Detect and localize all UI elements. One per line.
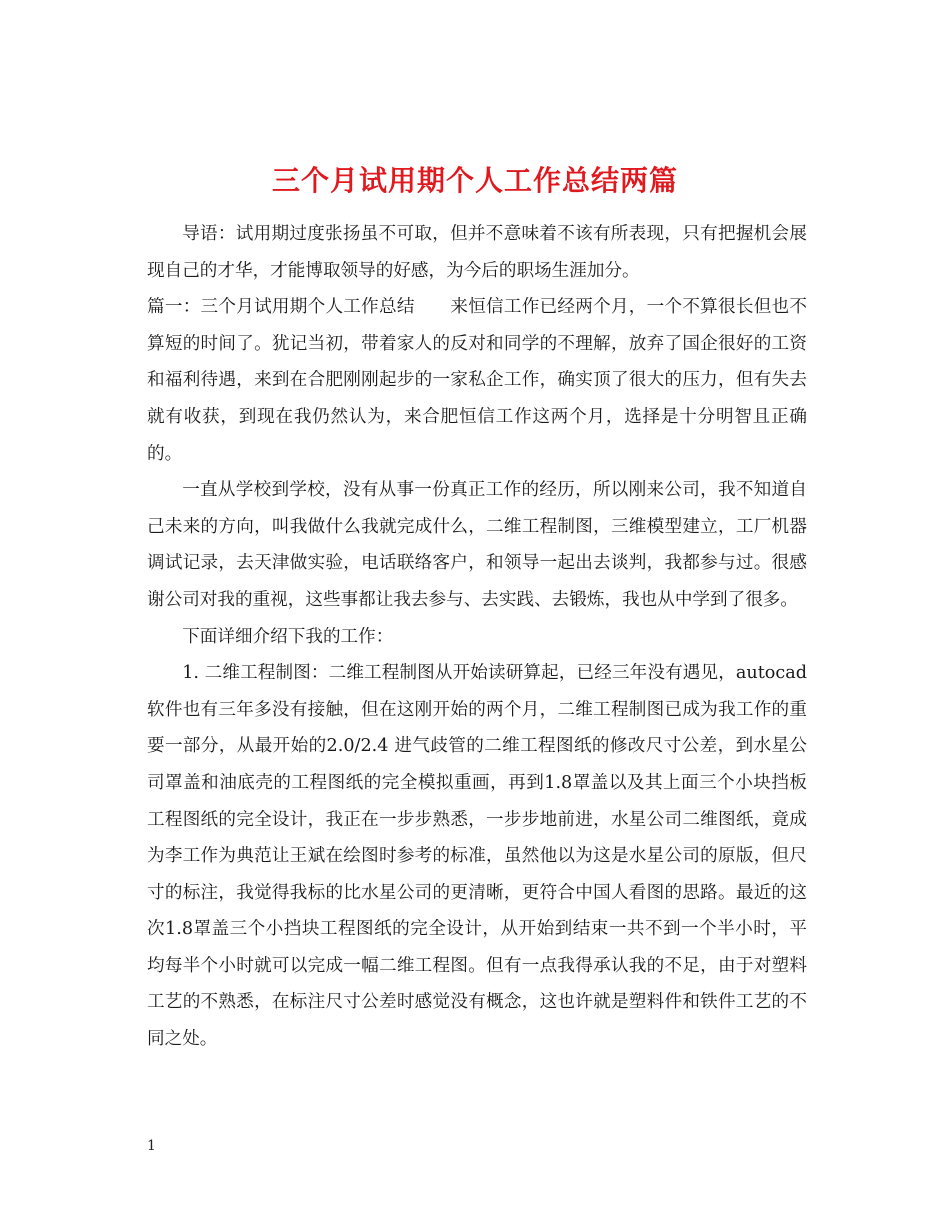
page-number: 1 <box>147 1138 156 1154</box>
paragraph-intro: 导语：试用期过度张扬虽不可取，但并不意味着不该有所表现，只有把握机会展现自己的才华，才能博取领导的好感，为今后的职场生涯加分。 <box>147 224 807 281</box>
paragraph-experience: 一直从学校到学校，没有从事一份真正工作的经历，所以刚来公司，我不知道自己未来的方向，叫我做什么我就完成什么，二维工程制图，三维模型建立，工厂机器调试记录，去天津做实验，电话联络客户，和领导一起出去谈判，我都参与过。很感谢公司对我的重视，这些事都让我去参与、去实践、去锻炼，我也从中学到了很多。 <box>147 480 807 610</box>
document-body <box>147 216 807 1058</box>
document-title: 三个月试用期个人工作总结两篇 <box>271 163 678 197</box>
paragraph-work-intro: 下面详细介绍下我的工作： <box>182 626 394 647</box>
paragraph-section-one: 篇一：三个月试用期个人工作总结 来恒信工作已经两个月，一个不算很长但也不算短的时间了。犹记当初，带着家人的反对和同学的不理解，放弃了国企很好的工资和福利待遇，来到在合肥刚刚起步的一家私企工作，确实顶了很大的压力，但有失去就有收获，到现在我仍然认为，来合肥恒信工作这两个月，选择是十分明智且正确的。 <box>147 297 807 464</box>
paragraph-drawing: 1. 二维工程制图：二维工程制图从开始读研算起，已经三年没有遇见，autocad软件也有三年多没有接触，但在这刚开始的两个月，二维工程制图已成为我工作的重要一部分，从最开始的2.0/2.4 进气歧管的二维工程图纸的修改尺寸公差，到水星公司罩盖和油底壳的工程图纸的完全模拟重画，再到1.8罩盖以及其上面三个小块挡板工程图纸的完全设计，我正在一步步熟悉，一步步地前进，水星公司二维图纸，竟成为李工作为典范让王斌在绘图时参考的标准，虽然他以为这是水星公司的原版，但尺寸的标注，我觉得我标的比水星公司的更清晰，更符合中国人看图的思路。最近的这次1.8罩盖三个小挡块工程图纸的完全设计，从开始到结束一共不到一个半小时，平均每半个小时就可以完成一幅二维工程图。但有一点我得承认我的不足，由于对塑料工艺的不熟悉，在标注尺寸公差时感觉没有概念，这也许就是塑料件和铁件工艺的不同之处。 <box>147 663 807 1050</box>
